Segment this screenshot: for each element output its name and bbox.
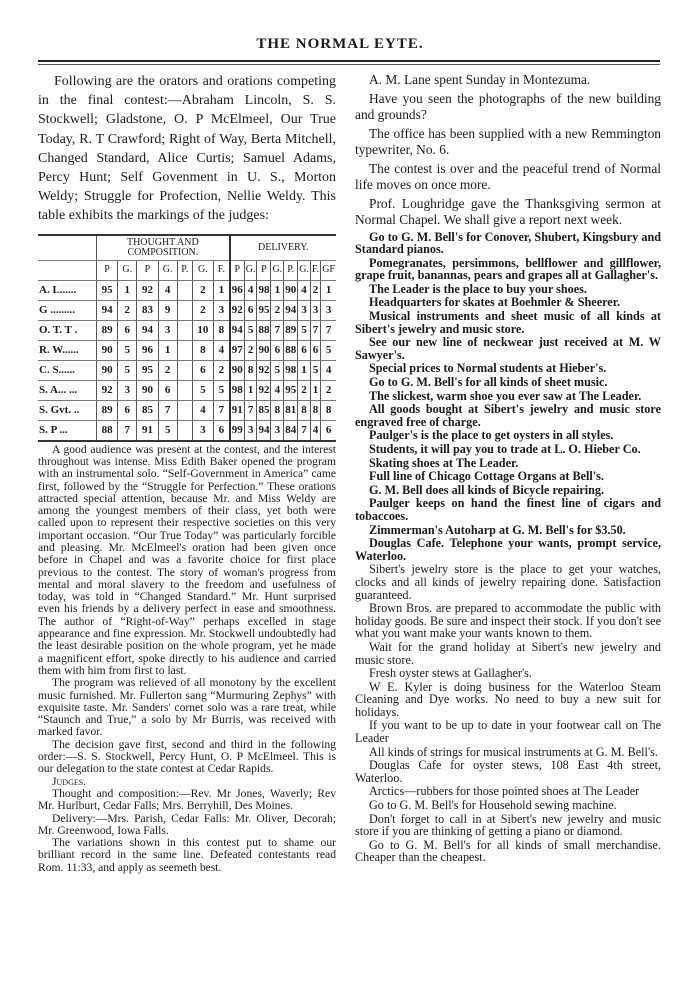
advertisement-item: The Leader is the place to buy your shoes.: [369, 281, 587, 296]
table-row: [38, 300, 336, 320]
advertisement-item: Zimmerman's Autoharp at G. M. Bell's for $3.50.: [369, 522, 626, 537]
mark-cell: 4: [321, 360, 336, 380]
advertisement-item: Musical instruments and sheet music of all kinds at Sibert's jewelry and music store.: [355, 309, 661, 336]
sub-header-cell: G.: [271, 260, 284, 280]
left-column: [38, 72, 336, 874]
report-paragraph: Thought and composition:—Rev. Mr Jones, Waverly; Rev Mr. Hurlburt, Cedar Falls; Mrs. Berryhill, Des Moines.: [38, 786, 336, 813]
advertisement-item: Wait for the grand holiday at Sibert's new jewelry and music store.: [355, 639, 661, 667]
mark-cell: 7: [118, 420, 137, 441]
mark-cell: 95: [97, 280, 118, 300]
mark-cell: 5: [321, 340, 336, 360]
mark-cell: [177, 300, 192, 320]
mark-cell: 99: [230, 420, 245, 441]
report-paragraph: Delivery:—Mrs. Parish, Cedar Falls: Mr. Oliver, Decorah; Mr. Greenwood, Iowa Falls.: [38, 811, 336, 837]
mark-cell: 3: [271, 420, 284, 441]
mark-cell: 4: [244, 280, 257, 300]
mark-cell: 4: [271, 380, 284, 400]
advertisement-item: Pomegranates, persimmons, bellflower and gillflower, grape fruit, banannas, pears and grapes all at Gallagher's.: [355, 255, 661, 283]
report-paragraph: The decision gave first, second and third in the following order:—S. S. Stockwell, Percy Hunt, O. P McElmeel. This is our delegation to the state contest at Cedar Rapids.: [38, 737, 336, 776]
mark-cell: 94: [137, 320, 158, 340]
mark-cell: 2: [244, 340, 257, 360]
mark-cell: 6: [321, 420, 336, 441]
mark-cell: 5: [244, 320, 257, 340]
mark-cell: 92: [137, 280, 158, 300]
contestant-initials: A. L......: [38, 280, 97, 300]
mark-cell: 10: [192, 320, 213, 340]
mark-cell: 94: [284, 300, 298, 320]
group-header-row: [38, 235, 336, 261]
mark-cell: 8: [213, 320, 229, 340]
mark-cell: 92: [97, 380, 118, 400]
mark-cell: 1: [298, 360, 311, 380]
mark-cell: 2: [192, 300, 213, 320]
mark-cell: 3: [118, 380, 137, 400]
mark-cell: 2: [271, 300, 284, 320]
mark-cell: [177, 360, 192, 380]
sub-header-cell: F.: [310, 260, 320, 280]
judges-heading: Judges.: [52, 774, 87, 788]
sub-header-cell: F.: [213, 260, 229, 280]
mark-cell: 1: [321, 280, 336, 300]
intro-paragraph: Following are the orators and orations competing in the final contest:—Abraham Lincoln, S. S. Stockwell; Gladstone, O. P McElmeel, Our True Today, R. T Crawford; Right of Way, Berta Mitchell, Changed Standard, Alice Curtis; Samuel Adams, Percy Hunt; Self Govenment in U. S., Morton Weldy; Struggle for Profection, Nellie Weldy. This table exhibits the markings of the judges:: [38, 74, 336, 224]
mark-cell: 4: [298, 280, 311, 300]
mark-cell: 1: [244, 380, 257, 400]
sub-header-cell: P: [257, 260, 271, 280]
sub-header-cell: G.: [244, 260, 257, 280]
mark-cell: 7: [213, 400, 229, 420]
mark-cell: 5: [298, 320, 311, 340]
mark-cell: 4: [158, 280, 177, 300]
mark-cell: 98: [257, 280, 271, 300]
mark-cell: 88: [257, 320, 271, 340]
advertisement-item: Go to G. M. Bell's for Conover, Shubert, Kingsbury and Standard pianos.: [355, 229, 661, 257]
mark-cell: 3: [158, 320, 177, 340]
contestant-initials: S. Gvt. ..: [38, 400, 97, 420]
mark-cell: 85: [137, 400, 158, 420]
mark-cell: 5: [192, 380, 213, 400]
advertisement-item: G. M. Bell does all kinds of Bicycle repairing.: [369, 482, 605, 497]
advertisement-item: Skating shoes at The Leader.: [369, 455, 519, 470]
mark-cell: 96: [230, 280, 245, 300]
mark-cell: 96: [137, 340, 158, 360]
table-row: [38, 380, 336, 400]
judges-marks-table: [38, 234, 336, 442]
masthead-title: THE NORMAL EYTE.: [256, 36, 424, 52]
report-paragraph: The variations shown in this contest put to shame our brilliant record in the same line. Defeated contestants read Rom. 11:33, and apply as seemeth best.: [38, 836, 336, 874]
mark-cell: 89: [284, 320, 298, 340]
mark-cell: 7: [298, 420, 311, 441]
mark-cell: [177, 280, 192, 300]
mark-cell: 6: [118, 400, 137, 420]
mark-cell: 4: [213, 340, 229, 360]
sub-header-row: [38, 260, 336, 280]
mark-cell: 5: [118, 340, 137, 360]
mark-cell: 6: [271, 340, 284, 360]
mark-cell: [177, 420, 192, 441]
advertisement-item: See our new line of neckwear just received at M. W Sawyer's.: [355, 335, 661, 362]
contest-report: [38, 444, 336, 874]
advertisement-item: All kinds of strings for musical instruments at G. M. Bell's.: [369, 744, 658, 759]
mark-cell: 6: [158, 380, 177, 400]
mark-cell: 1: [118, 280, 137, 300]
mark-cell: 4: [192, 400, 213, 420]
mark-cell: 94: [230, 320, 245, 340]
advertisement-item: Sibert's jewelry store is the place to get your watches, clocks and all kinds of jewelry repairing done. Satisfaction guaranteed.: [355, 562, 661, 602]
mark-cell: 88: [97, 420, 118, 441]
mark-cell: 8: [192, 340, 213, 360]
mark-cell: 7: [310, 320, 320, 340]
advertisement-item: Paulger keeps on hand the finest line of cigars and tobaccoes.: [355, 496, 661, 523]
sub-header-cell: G.: [118, 260, 137, 280]
mark-cell: 89: [97, 400, 118, 420]
sub-header-cell: P: [97, 260, 118, 280]
mark-cell: 90: [97, 360, 118, 380]
mark-cell: 97: [230, 340, 245, 360]
mark-cell: 7: [158, 400, 177, 420]
mark-cell: 3: [310, 300, 320, 320]
advertisement-item: Go to G. M. Bell's for all kinds of sheet music.: [369, 375, 608, 390]
mark-cell: 7: [271, 320, 284, 340]
news-items: [355, 72, 661, 229]
advertisement-item: Fresh oyster stews at Gallagher's.: [369, 666, 532, 681]
mark-cell: 6: [192, 360, 213, 380]
mark-cell: 3: [213, 300, 229, 320]
mark-cell: 98: [230, 380, 245, 400]
mark-cell: 3: [298, 300, 311, 320]
mark-cell: 7: [321, 320, 336, 340]
report-paragraph: The program was relieved of all monotony by the excellent music furnished. Mr. Fullerton sang “Murmuring Zephys” with exquisite taste. Mr. Sanders' cornet solo was a rare treat, while “Staunch and True,” a solo by Mr Burris, was received with marked favor.: [38, 676, 336, 739]
mark-cell: 92: [230, 300, 245, 320]
mark-cell: 3: [321, 300, 336, 320]
contestant-initials: S. P ...: [38, 420, 97, 441]
advertisement-item: Students, it will pay you to trade at L. O. Hieber Co.: [369, 442, 641, 456]
mark-cell: 9: [158, 300, 177, 320]
mark-cell: 1: [213, 280, 229, 300]
mark-cell: 1: [271, 280, 284, 300]
advertisement-item: Don't forget to call in at Sibert's new jewelry and music store if you are thinking of getting a piano or diamond.: [355, 811, 661, 839]
sub-header-cell: P: [230, 260, 245, 280]
mark-cell: 5: [310, 360, 320, 380]
mark-cell: 90: [284, 280, 298, 300]
mark-cell: 91: [137, 420, 158, 441]
sub-header-cell: G.: [192, 260, 213, 280]
advertisement-item: If you want to be up to date in your footwear call on The Leader: [355, 718, 661, 746]
mark-cell: 90: [257, 340, 271, 360]
advertisement-item: All goods bought at Sibert's jewelry and music store engraved free of charge.: [355, 402, 661, 429]
mark-cell: 2: [192, 280, 213, 300]
advertisements: [355, 231, 661, 865]
news-item: The office has been supplied with a new Remmington typewriter, No. 6.: [355, 125, 661, 157]
advertisement-item: Brown Bros. are prepared to accommodate the public with holiday goods. Be sure and inspect their stock. If you don't see what you want make your wants known to them.: [355, 601, 661, 641]
advertisement-item: Douglas Cafe. Telephone your wants, prompt service, Waterloo.: [355, 536, 661, 563]
mark-cell: 6: [213, 420, 229, 441]
right-column: [355, 72, 661, 865]
mark-cell: 90: [97, 340, 118, 360]
mark-cell: 88: [284, 340, 298, 360]
mark-cell: 5: [271, 360, 284, 380]
report-paragraph: A good audience was present at the contest, and the interest throughout was intense. Miss Edith Baker opened the program with an instrumental solo. “Self-Government in America” came first, followed by the “Struggle for Perfection.” These orations attracted special attention, because Mr. and Miss Weldy are among the youngest members of their class, yet both were called upon to represent their respective societies on this very important occasion. “Our True Today” was particularly forcible and pleasing. Mr. McElmeel's oration had been given once before in Chapel and was a favorite choice for first place previous to the contest. The story of woman's progress from mental and moral slavery to the freedom and usefulness of today, was told in “Changed Standard.” Mr. Hunt surprised even his friends by a delivery perfect in ease and smoothness. The author of “Right-of-Way” perhaps excelled in stage appearance and fine expression. Mr. Stockwell undoubtedly had the least desirable position on the whole program, yet he made a magnificent effort, spoke directly to his audience and carried them with him from first to last.: [38, 442, 336, 677]
mark-cell: 8: [271, 400, 284, 420]
mark-cell: 8: [321, 400, 336, 420]
mark-cell: 90: [137, 380, 158, 400]
mark-cell: 8: [310, 400, 320, 420]
advertisement-item: Arctics—rubbers for those pointed shoes at The Leader: [369, 784, 640, 799]
mark-cell: 5: [158, 420, 177, 441]
sub-header-cell: G.: [298, 260, 311, 280]
sub-header-cell: P: [137, 260, 158, 280]
mark-cell: 7: [244, 400, 257, 420]
mark-cell: [177, 320, 192, 340]
mark-cell: 5: [213, 380, 229, 400]
table-row: [38, 340, 336, 360]
mark-cell: 2: [310, 280, 320, 300]
advertisement-item: Go to G. M. Bell's for Household sewing machine.: [369, 798, 617, 813]
mark-cell: 91: [230, 400, 245, 420]
thought-composition-header: THOUGHT AND COMPOSITION.: [97, 235, 230, 261]
sub-header-cell: P.: [284, 260, 298, 280]
advertisement-item: Paulger's is the place to get oysters in all styles.: [369, 428, 614, 443]
mark-cell: [177, 400, 192, 420]
mark-cell: [177, 380, 192, 400]
contestant-initials: G .........: [38, 300, 97, 320]
advertisement-item: Full line of Chicago Cottage Organs at Bell's.: [369, 469, 604, 484]
mark-cell: 94: [257, 420, 271, 441]
mark-cell: 2: [158, 360, 177, 380]
mark-cell: 6: [310, 340, 320, 360]
mark-cell: [177, 340, 192, 360]
mark-cell: 85: [257, 400, 271, 420]
news-item: A. M. Lane spent Sunday in Montezuma.: [369, 72, 591, 87]
mark-cell: 8: [244, 360, 257, 380]
mark-cell: 2: [321, 380, 336, 400]
mark-cell: 6: [298, 340, 311, 360]
mark-cell: 95: [257, 300, 271, 320]
table-row: [38, 400, 336, 420]
mark-cell: 4: [310, 420, 320, 441]
sub-header-cell: GF: [321, 260, 336, 280]
mark-cell: 2: [213, 360, 229, 380]
mark-cell: 84: [284, 420, 298, 441]
mark-cell: 98: [284, 360, 298, 380]
contestant-initials: R. W......: [38, 340, 97, 360]
intro-section: [38, 72, 336, 226]
mark-cell: 92: [257, 360, 271, 380]
mark-cell: 1: [158, 340, 177, 360]
mark-cell: 94: [97, 300, 118, 320]
news-item: The contest is over and the peaceful trend of Normal life moves on once more.: [355, 160, 661, 192]
mark-cell: 90: [230, 360, 245, 380]
header-rule: [38, 60, 660, 65]
mark-cell: 1: [310, 380, 320, 400]
mark-cell: 83: [137, 300, 158, 320]
mark-cell: 5: [118, 360, 137, 380]
mark-cell: 2: [118, 300, 137, 320]
advertisement-item: Go to G. M. Bell's for all kinds of small merchandise. Cheaper than the cheapest.: [355, 837, 661, 865]
mark-cell: 92: [257, 380, 271, 400]
table-row: [38, 320, 336, 340]
advertisement-item: W E. Kyler is doing business for the Waterloo Steam Cleaning and Dye works. No need to buy a new suit for holidays.: [355, 679, 661, 719]
mark-cell: 81: [284, 400, 298, 420]
news-item: Have you seen the photographs of the new building and grounds?: [355, 90, 661, 122]
news-item: Prof. Loughridge gave the Thanksgiving sermon at Normal Chapel. We shall give a report next week.: [355, 195, 661, 227]
contestant-initials: O. T. T .: [38, 320, 97, 340]
mark-cell: 3: [244, 420, 257, 441]
delivery-header: DELIVERY.: [230, 235, 336, 261]
mark-cell: 95: [137, 360, 158, 380]
sub-header-cell: P.: [177, 260, 192, 280]
advertisement-item: Special prices to Normal students at Hieber's.: [369, 361, 607, 376]
table-row: [38, 420, 336, 441]
mark-cell: 6: [244, 300, 257, 320]
advertisement-item: Douglas Cafe for oyster stews, 108 East 4th street, Waterloo.: [355, 758, 661, 785]
contestant-initials: S. A... ...: [38, 380, 97, 400]
table-row: [38, 360, 336, 380]
mark-cell: 2: [298, 380, 311, 400]
mark-cell: 8: [298, 400, 311, 420]
advertisement-item: Headquarters for skates at Boehmler & Sheerer.: [369, 295, 621, 310]
contestant-initials: C. S......: [38, 360, 97, 380]
sub-header-cell: G.: [158, 260, 177, 280]
mark-cell: 3: [192, 420, 213, 441]
mark-cell: 89: [97, 320, 118, 340]
table-row: [38, 280, 336, 300]
advertisement-item: The slickest, warm shoe you ever saw at The Leader.: [369, 388, 642, 403]
mark-cell: 95: [284, 380, 298, 400]
mark-cell: 6: [118, 320, 137, 340]
